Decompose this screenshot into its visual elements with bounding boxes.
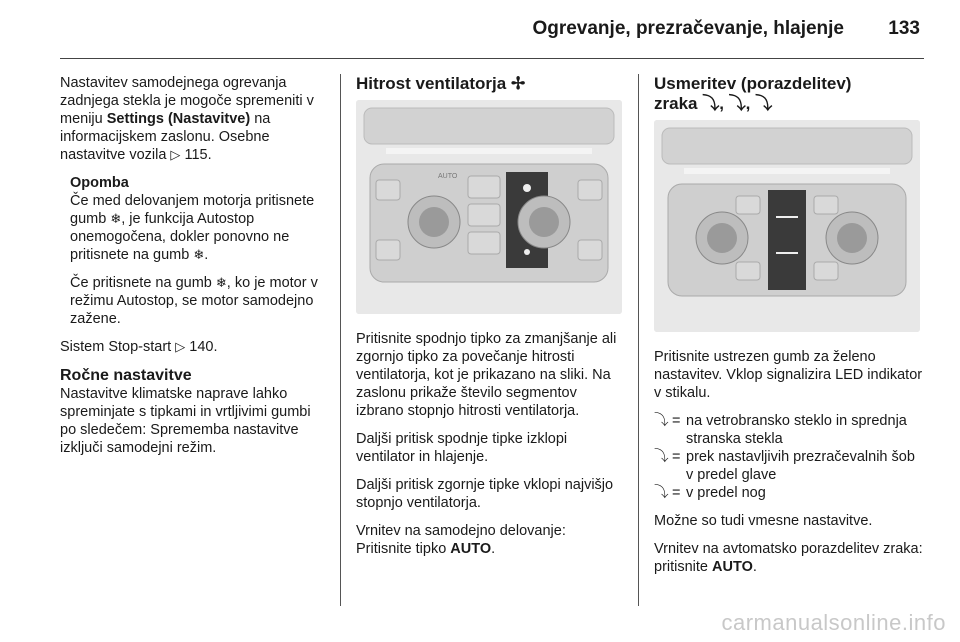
note-box <box>70 174 322 328</box>
column-divider <box>638 74 639 606</box>
text: . <box>204 247 209 263</box>
heading-text: Usmeritev (porazdelitev) <box>654 74 852 93</box>
watermark: carmanualsonline.info <box>721 610 946 635</box>
section-heading: Ročne nastavitve <box>60 367 192 384</box>
text: , je funkcija Autostop onemogočena, dokler ponovno ne pritisnete na gumb <box>70 211 290 263</box>
note-paragraph <box>70 192 322 264</box>
menu-name: Settings (Nastavitve) <box>106 111 251 127</box>
paragraph <box>654 540 924 576</box>
air-distribution-icon: ⤵ <box>654 449 669 465</box>
button-name: AUTO <box>712 559 753 575</box>
paragraph <box>60 338 322 356</box>
definition-text: v predel nog <box>686 485 766 501</box>
text: Če med delovanjem motorja pritisnete gumb <box>70 193 315 227</box>
arrow-right-icon: ▷ <box>175 339 186 354</box>
paragraph: Pritisnite ustrezen gumb za želeno nastavitev. Vklop signalizira LED indikator v stikalu. <box>654 349 923 401</box>
ac-snowflake-icon: ❄ <box>215 275 227 290</box>
column-divider <box>340 74 341 606</box>
text: Vrnitev na samodejno delovanje: Pritisnite tipko <box>356 523 566 557</box>
text: Če pritisnete na gumb <box>70 275 216 291</box>
heading-text: Hitrost ventilatorja <box>356 74 507 93</box>
climate-panel-image <box>654 120 920 332</box>
definition-row <box>654 448 924 484</box>
equals-sign: = <box>672 485 681 501</box>
definition-row <box>654 412 924 448</box>
header-rule <box>60 58 924 59</box>
ac-snowflake-icon: ❄ <box>193 247 205 262</box>
paragraph <box>356 522 622 558</box>
definition-list <box>654 412 924 502</box>
fan-icon: ✢ <box>510 74 526 93</box>
panel-auto-label: AUTO <box>438 173 458 180</box>
definition-text: prek nastavljivih prezračevalnih šob v predel glave <box>686 449 915 483</box>
page-number: 133 <box>888 18 920 39</box>
text: , ko je motor v režimu Autostop, se motor samodejno zažene. <box>70 275 318 327</box>
heading-text: zraka <box>654 94 698 113</box>
paragraph <box>60 74 322 164</box>
panel-illustration <box>654 120 920 332</box>
text: . <box>491 541 496 557</box>
note-title: Opomba <box>70 175 129 191</box>
button-name: AUTO <box>450 541 492 557</box>
air-distribution-icon: ⤵ <box>654 485 669 501</box>
paragraph: Nastavitve klimatske naprave lahko spreminjate s tipkami in vrtljivimi gumbi po sledečem: Sprememba nastavitve izključi samodejni režim. <box>60 386 311 456</box>
column-1 <box>60 74 322 467</box>
page-header <box>60 18 924 46</box>
air-distribution-icon: ⤵ <box>728 94 746 113</box>
page-title: Ogrevanje, prezračevanje, hlajenje <box>532 18 844 39</box>
page-reference: 115. <box>184 147 212 163</box>
section-heading <box>356 74 622 94</box>
ac-snowflake-icon: ❄ <box>110 211 122 226</box>
column-2 <box>356 74 622 568</box>
text: na informacijskem zaslonu. Osebne nastavitve vozila <box>60 111 271 163</box>
text: . <box>752 559 757 575</box>
note-paragraph <box>70 274 322 328</box>
panel-illustration <box>356 100 622 314</box>
air-distribution-icon: ⤵ <box>755 94 773 113</box>
paragraph: Daljši pritisk spodnje tipke izklopi ventilator in hlajenje. <box>356 431 568 465</box>
air-distribution-icon: ⤵ <box>702 94 720 113</box>
definition-row <box>654 484 924 502</box>
climate-panel-image <box>356 100 622 314</box>
section-heading: Usmeritev (porazdelitev) zraka ⤵, ⤵, ⤵ <box>654 74 852 113</box>
paragraph: Pritisnite spodnjo tipko za zmanjšanje ali zgornjo tipko za povečanje hitrosti ventilatorja, kot je prikazano na sliki. Na zaslonu prikaže število segmentov izbrano stopnjo hitrosti ventilatorja. <box>356 331 617 419</box>
text: Nastavitev samodejnega ogrevanja zadnjega stekla je mogoče spremeniti v meniju <box>60 75 314 127</box>
text: Sistem Stop-start <box>60 339 176 355</box>
air-distribution-icon: ⤵ <box>654 413 669 429</box>
equals-sign: = <box>672 449 681 465</box>
text: Vrnitev na avtomatsko porazdelitev zraka: pritisnite <box>654 541 923 575</box>
definition-text: na vetrobransko steklo in sprednja stranska stekla <box>686 413 907 447</box>
equals-sign: = <box>672 413 681 429</box>
paragraph: Možne so tudi vmesne nastavitve. <box>654 513 873 529</box>
page-reference: 140. <box>189 339 218 355</box>
paragraph: Daljši pritisk zgornje tipke vklopi najvišjo stopnjo ventilatorja. <box>356 477 614 511</box>
arrow-right-icon: ▷ <box>170 147 181 162</box>
column-3 <box>654 74 924 586</box>
